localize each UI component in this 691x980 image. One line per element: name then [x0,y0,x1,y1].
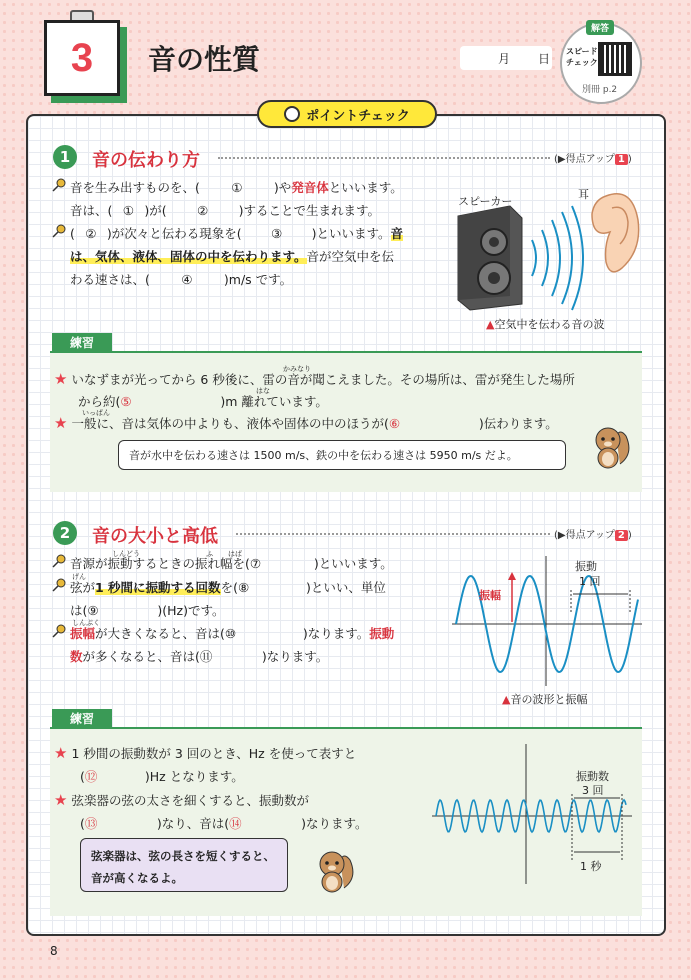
hint-box-1: 音が水中を伝わる速さは 1500 m/s、鉄の中を伝わる速さは 5950 m/s だよ。 [118,440,566,470]
waveform-figure [452,556,642,686]
practice-2-tab: 練習 [52,709,112,727]
chapter-number: 3 [70,35,94,80]
sound-wave-icon [532,206,583,310]
p2-q1-line-1: ★ 1 秒間の振動数が 3 回のとき、Hz を使って表すと [54,744,357,762]
pushpin-icon [52,224,66,238]
ruby-haba: はば [228,550,242,558]
speaker-label: スピーカー [458,195,513,208]
ruby-fu: ふ [206,550,213,558]
p1-q1-line-1: ★ いなずまが光ってから 6 秒後に、雷の音が聞こえました。その場所は、雷が発生した場所 [54,370,575,388]
figure-1-caption: ▲空気中を伝わる音の波 [486,318,605,331]
speaker-icon [458,206,522,310]
s2-line-5: 数が多くなると、音は(⑪ )なります。 [70,649,329,664]
p1-q1-line-2: から約(⑤ )m 離れています。 [78,394,328,409]
ruby-gen: げん [72,573,86,581]
date-field[interactable] [460,46,552,70]
ear-icon [592,194,639,272]
chapter-number-box [44,20,120,96]
hint-box-2: 弦楽器は、弦の長さを短くすると、 音が高くなるよ。 [80,838,288,892]
practice-2-rule [50,727,642,729]
date-day: 日 [538,51,551,66]
speed-check-label: スピード チェック [566,47,598,67]
squirrel-icon [590,424,632,470]
practice-1-tab: 練習 [52,333,112,351]
figure-2-caption: ▲音の波形と振幅 [502,693,588,706]
star-icon: ★ [54,791,68,809]
ruby-kaminari: かみなり [283,365,311,373]
pin-icon [284,106,300,122]
pushpin-icon [52,578,66,592]
s1-line-5: わる速さは、( ④ )m/s です。 [70,272,293,287]
section-1-title: 音の伝わり方 [92,150,200,171]
vibration-count: 1 回 [579,575,601,588]
section-2-number: 2 [53,521,77,545]
p2-q2-line-2: (⑬ )なり、音は(⑭ )なります。 [80,816,368,831]
amplitude-label: 振幅 [479,589,501,602]
vibration-label: 振動 [575,560,597,573]
point-check-tab [257,100,437,128]
frequency-figure [432,744,632,884]
ear-label: 耳 [578,188,589,201]
section-1-divider [218,157,550,159]
pushpin-icon [52,624,66,638]
answer-badge: 解答 [586,20,614,35]
s1-line-2: 音は、( ① )が( ② )することで生まれます。 [70,203,381,218]
chapter-title: 音の性質 [148,43,261,76]
p2-q1-line-2: (⑫ )Hz となります。 [80,769,244,784]
section-1-number: 1 [53,145,77,169]
s2-line-2: 弦が1 秒間に振動する回数を(⑧ )といい、単位 [52,576,386,599]
p2-q2-line-1: ★ 弦楽器の弦の太さを細くすると、振動数が [54,791,309,809]
s2-line-3: は(⑨ )(Hz)です。 [70,603,225,618]
ruby-ippan: いっぱん [82,409,110,417]
star-icon: ★ [54,370,68,388]
section-2-title: 音の大小と高低 [92,526,218,547]
practice-1-rule [50,351,642,353]
ruby-shinpuku: しんぷく [72,619,100,627]
freq-label-1: 振動数 [576,770,609,783]
star-icon: ★ [54,744,68,762]
page-number: 8 [50,944,58,958]
section-2-tag: (▶得点アップ 2 ) [554,530,632,541]
s2-line-1: 音源が振動するときの振れ幅を(⑦ )といいます。 [52,552,393,575]
ruby-hana: はな [256,387,270,395]
answer-page-ref: 別冊 p.2 [582,85,618,95]
s1-line-4: は、気体、液体、固体の中を伝わります。音が空気中を伝 [70,249,395,264]
pushpin-icon [52,178,66,192]
p1-q2-line: ★ 一般に、音は気体の中よりも、液体や固体の中のほうが(⑥ )伝わります。 [54,414,558,432]
pushpin-icon [52,554,66,568]
section-2-divider [236,533,550,535]
freq-label-3: 1 秒 [580,860,602,873]
section-1-tag: (▶得点アップ 1 ) [554,154,632,165]
s2-line-4: 振幅が大きくなると、音は(⑩ )なります。振動 [52,622,394,645]
point-check-label: ポイントチェック [306,108,410,124]
speaker-ear-figure [450,178,645,313]
ruby-shindou: しんどう [112,550,140,558]
squirrel-icon [314,848,356,894]
s1-line-1: 音を生み出すものを、( ① )や発音体といいます。 [52,176,403,199]
freq-label-2: 3 回 [582,784,604,797]
qr-code-icon[interactable] [598,42,632,76]
date-month: 月 [498,51,511,66]
s1-line-3: ( ② )が次々と伝わる現象を( ③ )といいます。音 [52,222,403,245]
star-icon: ★ [54,414,68,432]
